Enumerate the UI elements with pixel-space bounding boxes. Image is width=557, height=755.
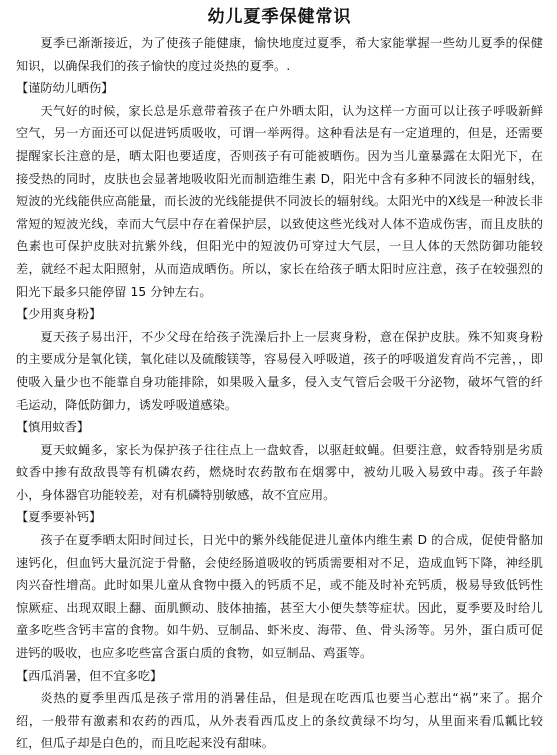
- section-mosquito-coil: [16, 416, 543, 506]
- section-calcium: [16, 506, 543, 664]
- section-watermelon: [16, 665, 543, 755]
- section-body: 炎热的夏季里西瓜是孩子常用的消暑佳品，但是现在吃西瓜也要当心惹出“祸”来了。据介绍，一般带有激素和农药的西瓜，从外表看西瓜皮上的条纹黄绿不均匀，从里面来看瓜瓤比较红，但瓜子却是白色的，而且吃起来没有甜味。: [16, 691, 543, 751]
- section-heading: 【谨防幼儿晒伤】: [16, 81, 114, 96]
- section-body: 天气好的时候，家长总是乐意带着孩子在户外晒太阳，认为这样一方面可以让孩子呼吸新鲜空气，另一方面还可以促进钙质吸收，可谓一举两得。这种看法是有一定道理的，但是，还需要提醒家长注意的是，晒太阳也要适度，否则孩子有可能被晒伤。因为当儿童暴露在太阳光下，在接受热的同时，皮肤也会显著地吸收阳光而制造维生素 D，阳光中含有多种不同波长的辐射线，短波的光线能供应高能量，而长波的光线能提供不同波长的辐射线。太阳光中的X线是一种波长非常短的短波光线，幸而大气层中存在着保护层，以致使这些光线对人体不造成伤害，而且皮肤的色素也可保护皮肤对抗紫外线，但阳光中的短波仍可穿过大气层，一旦人体的天然防御功能较差，就经不起太阳照射，从而造成晒伤。所以，家长在给孩子晒太阳时应注意，孩子在较强烈的阳光下最多只能停留 15 分钟左右。: [16, 103, 543, 299]
- document-title: 幼儿夏季保健常识: [207, 7, 352, 27]
- section-heading: 【少用爽身粉】: [16, 307, 102, 322]
- section-body: 孩子在夏季晒太阳时间过长，日光中的紫外线能促进儿童体内维生素 D 的合成，促使骨骼加速钙化，但血钙大量沉淀于骨骼，会使经肠道吸收的钙质需要相对不足，造成血钙下降，神经肌肉兴奋性增高。此时如果儿童从食物中摄入的钙质不足，或不能及时补充钙质，极易导致低钙性惊厥症、出现双眼上翻、面肌颤动、肢体抽搐，甚至大小便失禁等症状。因此，夏季要及时给儿童多吃些含钙丰富的食物。如牛奶、豆制品、虾米皮、海带、鱼、骨头汤等。另外，蛋白质可促进钙的吸收，也应多吃些富含蛋白质的食物，如豆制品、鸡蛋等。: [16, 533, 543, 661]
- section-heading: 【慎用蚊香】: [16, 420, 90, 435]
- intro-paragraph: 夏季已渐渐接近，为了使孩子能健康，愉快地度过夏季，希大家能掌握一些幼儿夏季的保健知识，以确保我们的孩子愉快的度过炎热的夏季。.: [16, 36, 543, 73]
- section-body: 夏天孩子易出汗，不少父母在给孩子洗澡后扑上一层爽身粉，意在保护皮肤。殊不知爽身粉的主要成分是氧化镁，氧化硅以及硫酸镁等，容易侵入呼吸道，孩子的呼吸道发育尚不完善，，即使吸入量少也不能靠自身功能排除，如果吸入量多，侵入支气管后会吸干分泌物，破坏气管的纤毛运动，降低防御力，诱发呼吸道感染。: [16, 329, 543, 412]
- section-body: 夏天蚊蝇多，家长为保护孩子往往点上一盘蚊香，以驱赶蚊蝇。但要注意，蚊香特别是劣质蚊香中掺有敌敌畏等有机磷农药，燃烧时农药散布在烟雾中，被幼儿吸入易致中毒。孩子年龄小，身体器官功能较差，对有机磷特别敏感，故不宜应用。: [16, 442, 543, 502]
- section-sunburn: [16, 77, 543, 303]
- section-heading: 【西瓜消暑，但不宜多吃】: [16, 668, 163, 683]
- section-talcum-powder: [16, 303, 543, 416]
- section-heading: 【夏季要补钙】: [16, 510, 102, 525]
